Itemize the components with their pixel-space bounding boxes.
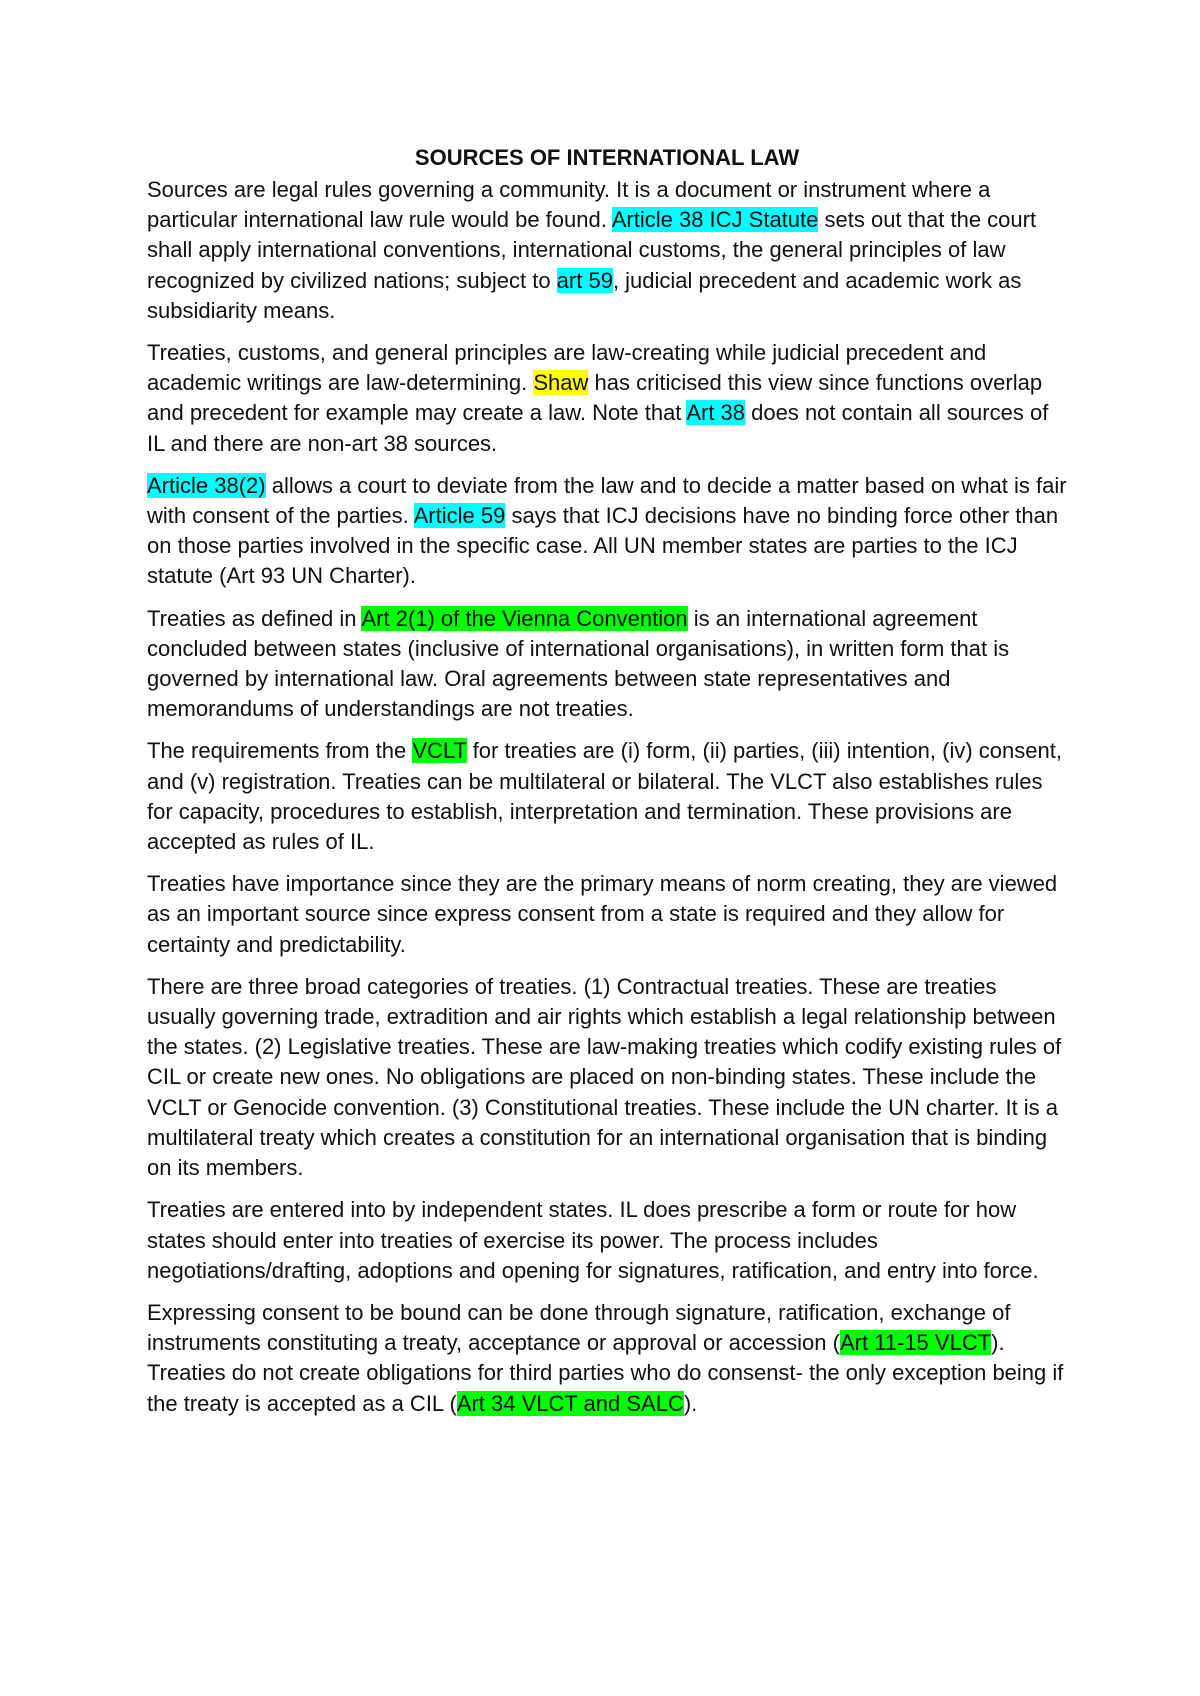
- highlighted-citation: Shaw: [533, 370, 589, 396]
- highlighted-citation: Article 38(2): [147, 472, 266, 498]
- text-run: , judicial precedent and academic work as subsidiarity means.: [147, 267, 1022, 323]
- text-run: Sources are legal rules governing a community. It is a document or instrument where a particular international law rule would be found.: [147, 177, 991, 233]
- highlighted-citation: art 59: [556, 267, 613, 293]
- text-run: allows a court to deviate from the law and to decide a matter based on what is fair with consent of the parties.: [147, 472, 1067, 529]
- paragraph: [147, 338, 1067, 459]
- highlighted-citation: Article 38 ICJ Statute: [611, 207, 819, 233]
- highlighted-citation: VCLT: [412, 738, 467, 764]
- document-title: SOURCES OF INTERNATIONAL LAW: [414, 145, 800, 170]
- paragraph: [147, 1298, 1067, 1419]
- highlighted-citation: Art 2(1) of the Vienna Convention: [361, 605, 688, 631]
- text-run: The requirements from the: [147, 738, 413, 764]
- text-run: Treaties have importance since they are the primary means of norm creating, they are viewed as an important source since express consent from a state is required and they allow for certainty and predictability.: [147, 871, 1058, 957]
- text-run: Treaties, customs, and general principles are law-creating while judicial precedent and academic writings are law-determining.: [147, 340, 987, 396]
- paragraph: [147, 1195, 1067, 1286]
- highlighted-citation: Art 38: [686, 400, 746, 426]
- paragraph: [147, 972, 1067, 1183]
- text-run: Expressing consent to be bound can be done through signature, ratification, exchange of instruments constituting a treaty, acceptance or approval or accession (: [147, 1299, 1011, 1356]
- text-run: says that ICJ decisions have no binding force other than on those parties involved in the specific case. All UN member states are parties to the ICJ statute (Art 93 UN Charter).: [147, 503, 1059, 589]
- paragraph: [147, 471, 1067, 592]
- text-run: ). Treaties do not create obligations for third parties who do consenst- the only exception being if the treaty is accepted as a CIL (: [147, 1330, 1064, 1416]
- paragraph: [147, 869, 1067, 960]
- paragraph: [147, 175, 1067, 326]
- text-run: for treaties are (i) form, (ii) parties, (iii) intention, (iv) consent, and (v) registration. Treaties can be multilateral or bilateral. The VLCT also establishes rules for capacity, procedures to establish, interpretation and termination. These provisions are accepted as rules of IL.: [147, 738, 1062, 855]
- paragraph: [147, 604, 1067, 725]
- highlighted-citation: Art 34 VLCT and SALC: [456, 1390, 684, 1416]
- text-run: ).: [683, 1390, 698, 1416]
- paragraph: [147, 736, 1067, 857]
- text-run: does not contain all sources of IL and there are non-art 38 sources.: [147, 400, 1049, 456]
- text-run: is an international agreement concluded between states (inclusive of international organisations), in written form that is governed by international law. Oral agreements between state representatives and memorandums of understandings are not treaties.: [147, 605, 1010, 722]
- text-run: Treaties are entered into by independent states. IL does prescribe a form or route for how states should enter into treaties of exercise its power. The process includes negotiations/drafting, adoptions and opening for signatures, ratification, and entry into force.: [147, 1197, 1039, 1283]
- text-run: There are three broad categories of treaties. (1) Contractual treaties. These are treaties usually governing trade, extradition and air rights which establish a legal relationship between the states. (2) Legislative treaties. These are law-making treaties which codify existing rules of CIL or create new ones. No obligations are placed on non-binding states. These include the VCLT or Genocide convention. (3) Constitutional treaties. These include the UN charter. It is a multilateral treaty which creates a constitution for an international organisation that is binding on its members.: [147, 973, 1062, 1181]
- highlighted-citation: Art 11-15 VLCT: [839, 1330, 992, 1356]
- document-body: [147, 175, 1067, 1419]
- highlighted-citation: Article 59: [413, 503, 506, 529]
- text-run: Treaties as defined in: [147, 605, 362, 631]
- text-run: sets out that the court shall apply international conventions, international customs, the general principles of law recognized by civilized nations; subject to: [147, 207, 1037, 293]
- text-run: has criticised this view since functions overlap and precedent for example may create a law. Note that: [147, 370, 1043, 426]
- document-page: [147, 143, 1067, 1431]
